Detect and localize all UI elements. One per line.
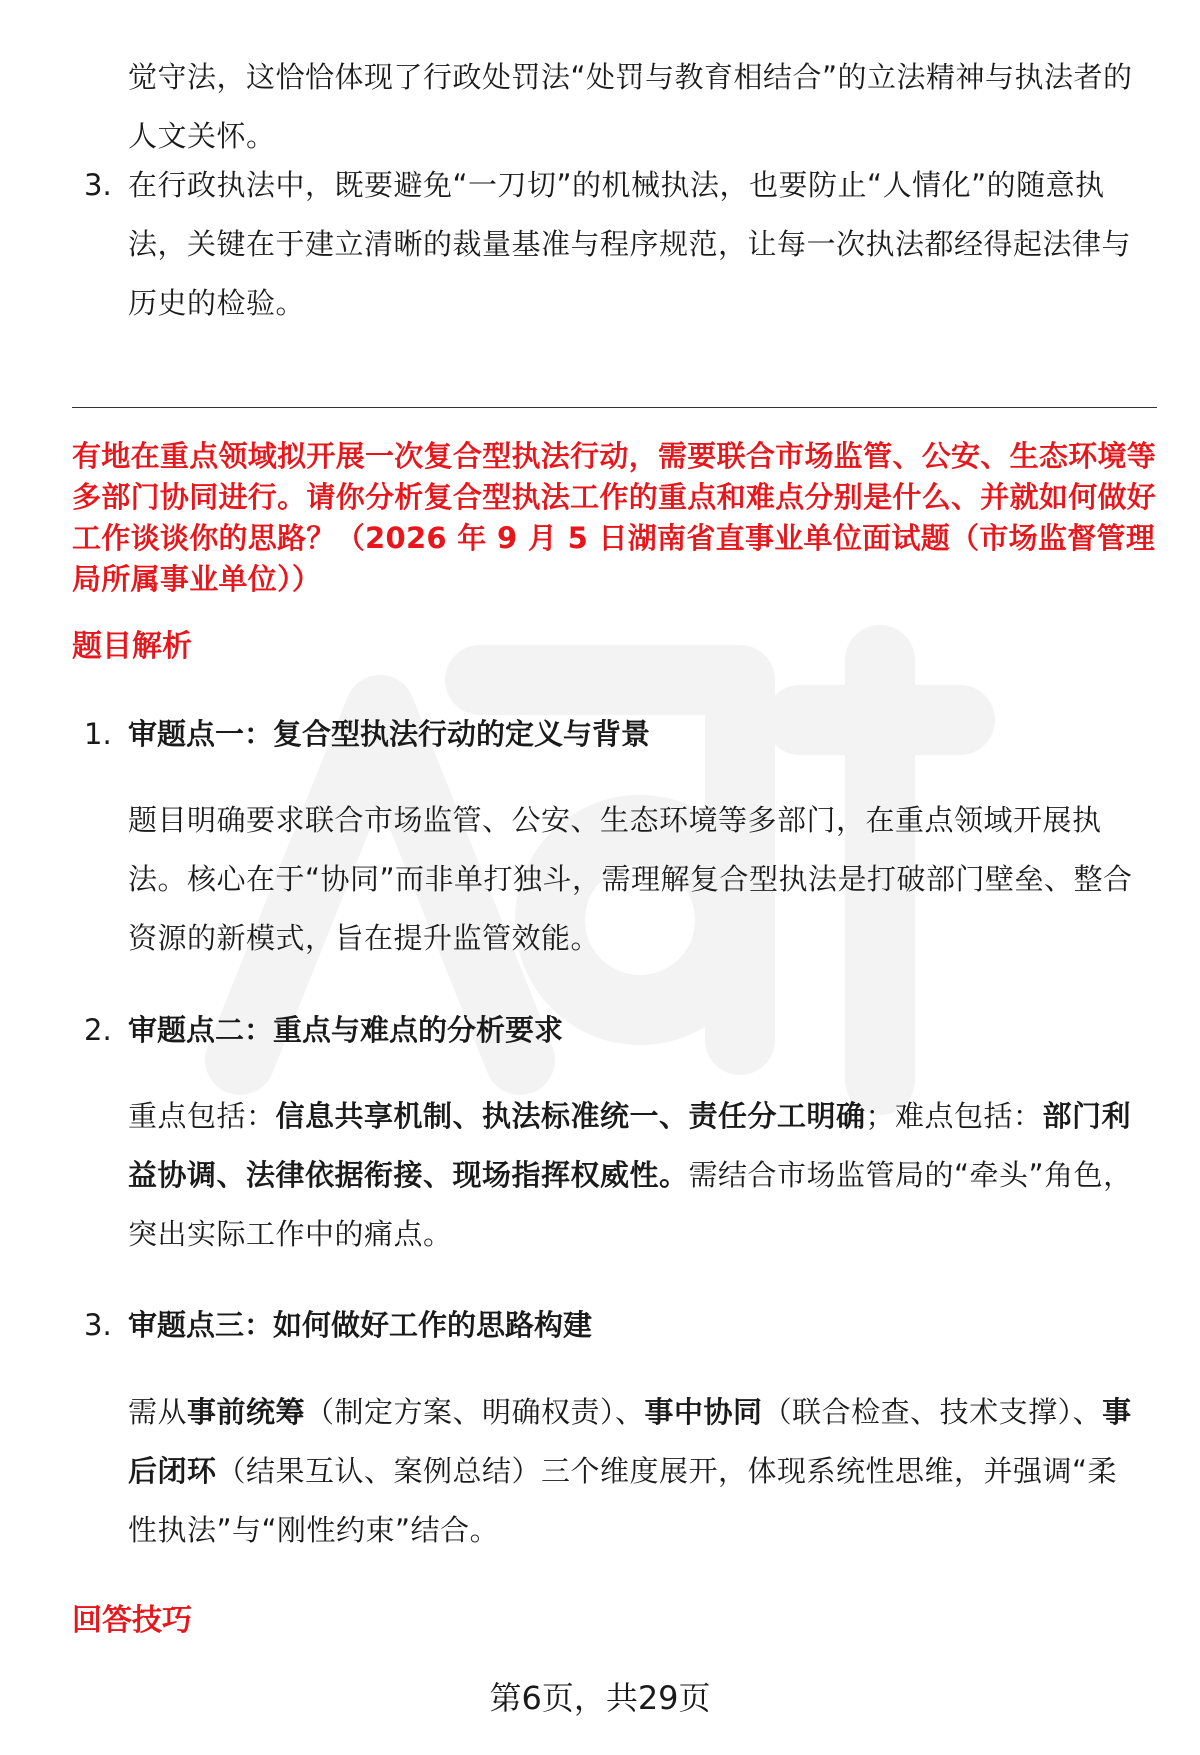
interview-question: 有地在重点领域拟开展一次复合型执法行动，需要联合市场监管、公安、生态环境等多部门协同进行。请你分析复合型执法工作的重点和难点分别是什么、并就如何做好工作谈谈你的思路？（2026 年 9 月 5 日湖南省直事业单位面试题（市场监督管理局所属事业单位）） — [72, 439, 1157, 596]
point-body: 需从事前统筹（制定方案、明确权责）、事中协同（联合检查、技术支撑）、事后闭环（结果互认、案例总结）三个维度展开，体现系统性思维，并强调“柔性执法”与“刚性约束”结合。 — [128, 1395, 1132, 1547]
point-title: 审题点二：重点与难点的分析要求 — [128, 1013, 564, 1047]
point-body: 题目明确要求联合市场监管、公安、生态环境等多部门，在重点领域开展执法。核心在于“协同”而非单打独斗，需理解复合型执法是打破部门壁垒、整合资源的新模式，旨在提升监管效能。 — [128, 803, 1133, 955]
answer-tips-heading: 回答技巧 — [72, 1603, 192, 1638]
list-number: 3. — [84, 168, 112, 202]
page-footer: 第6页，共29页 — [489, 1679, 711, 1717]
point-number: 2. — [84, 1013, 112, 1047]
analysis-heading: 题目解析 — [72, 629, 192, 664]
point-title: 审题点一：复合型执法行动的定义与背景 — [128, 717, 651, 751]
point-number: 1. — [84, 717, 112, 751]
section-divider — [72, 407, 1157, 408]
point-number: 3. — [84, 1308, 112, 1342]
list-item-text: 在行政执法中，既要避免“一刀切”的机械执法，也要防止“人情化”的随意执法，关键在于建立清晰的裁量基准与程序规范，让每一次执法都经得起法律与历史的检验。 — [128, 168, 1132, 320]
point-body: 重点包括：信息共享机制、执法标准统一、责任分工明确；难点包括：部门利益协调、法律依据衔接、现场指挥权威性。需结合市场监管局的“牵头”角色，突出实际工作中的痛点。 — [128, 1099, 1133, 1251]
paragraph-continuation: 觉守法，这恰恰体现了行政处罚法“处罚与教育相结合”的立法精神与执法者的人文关怀。 — [128, 60, 1133, 153]
point-title: 审题点三：如何做好工作的思路构建 — [128, 1308, 593, 1342]
